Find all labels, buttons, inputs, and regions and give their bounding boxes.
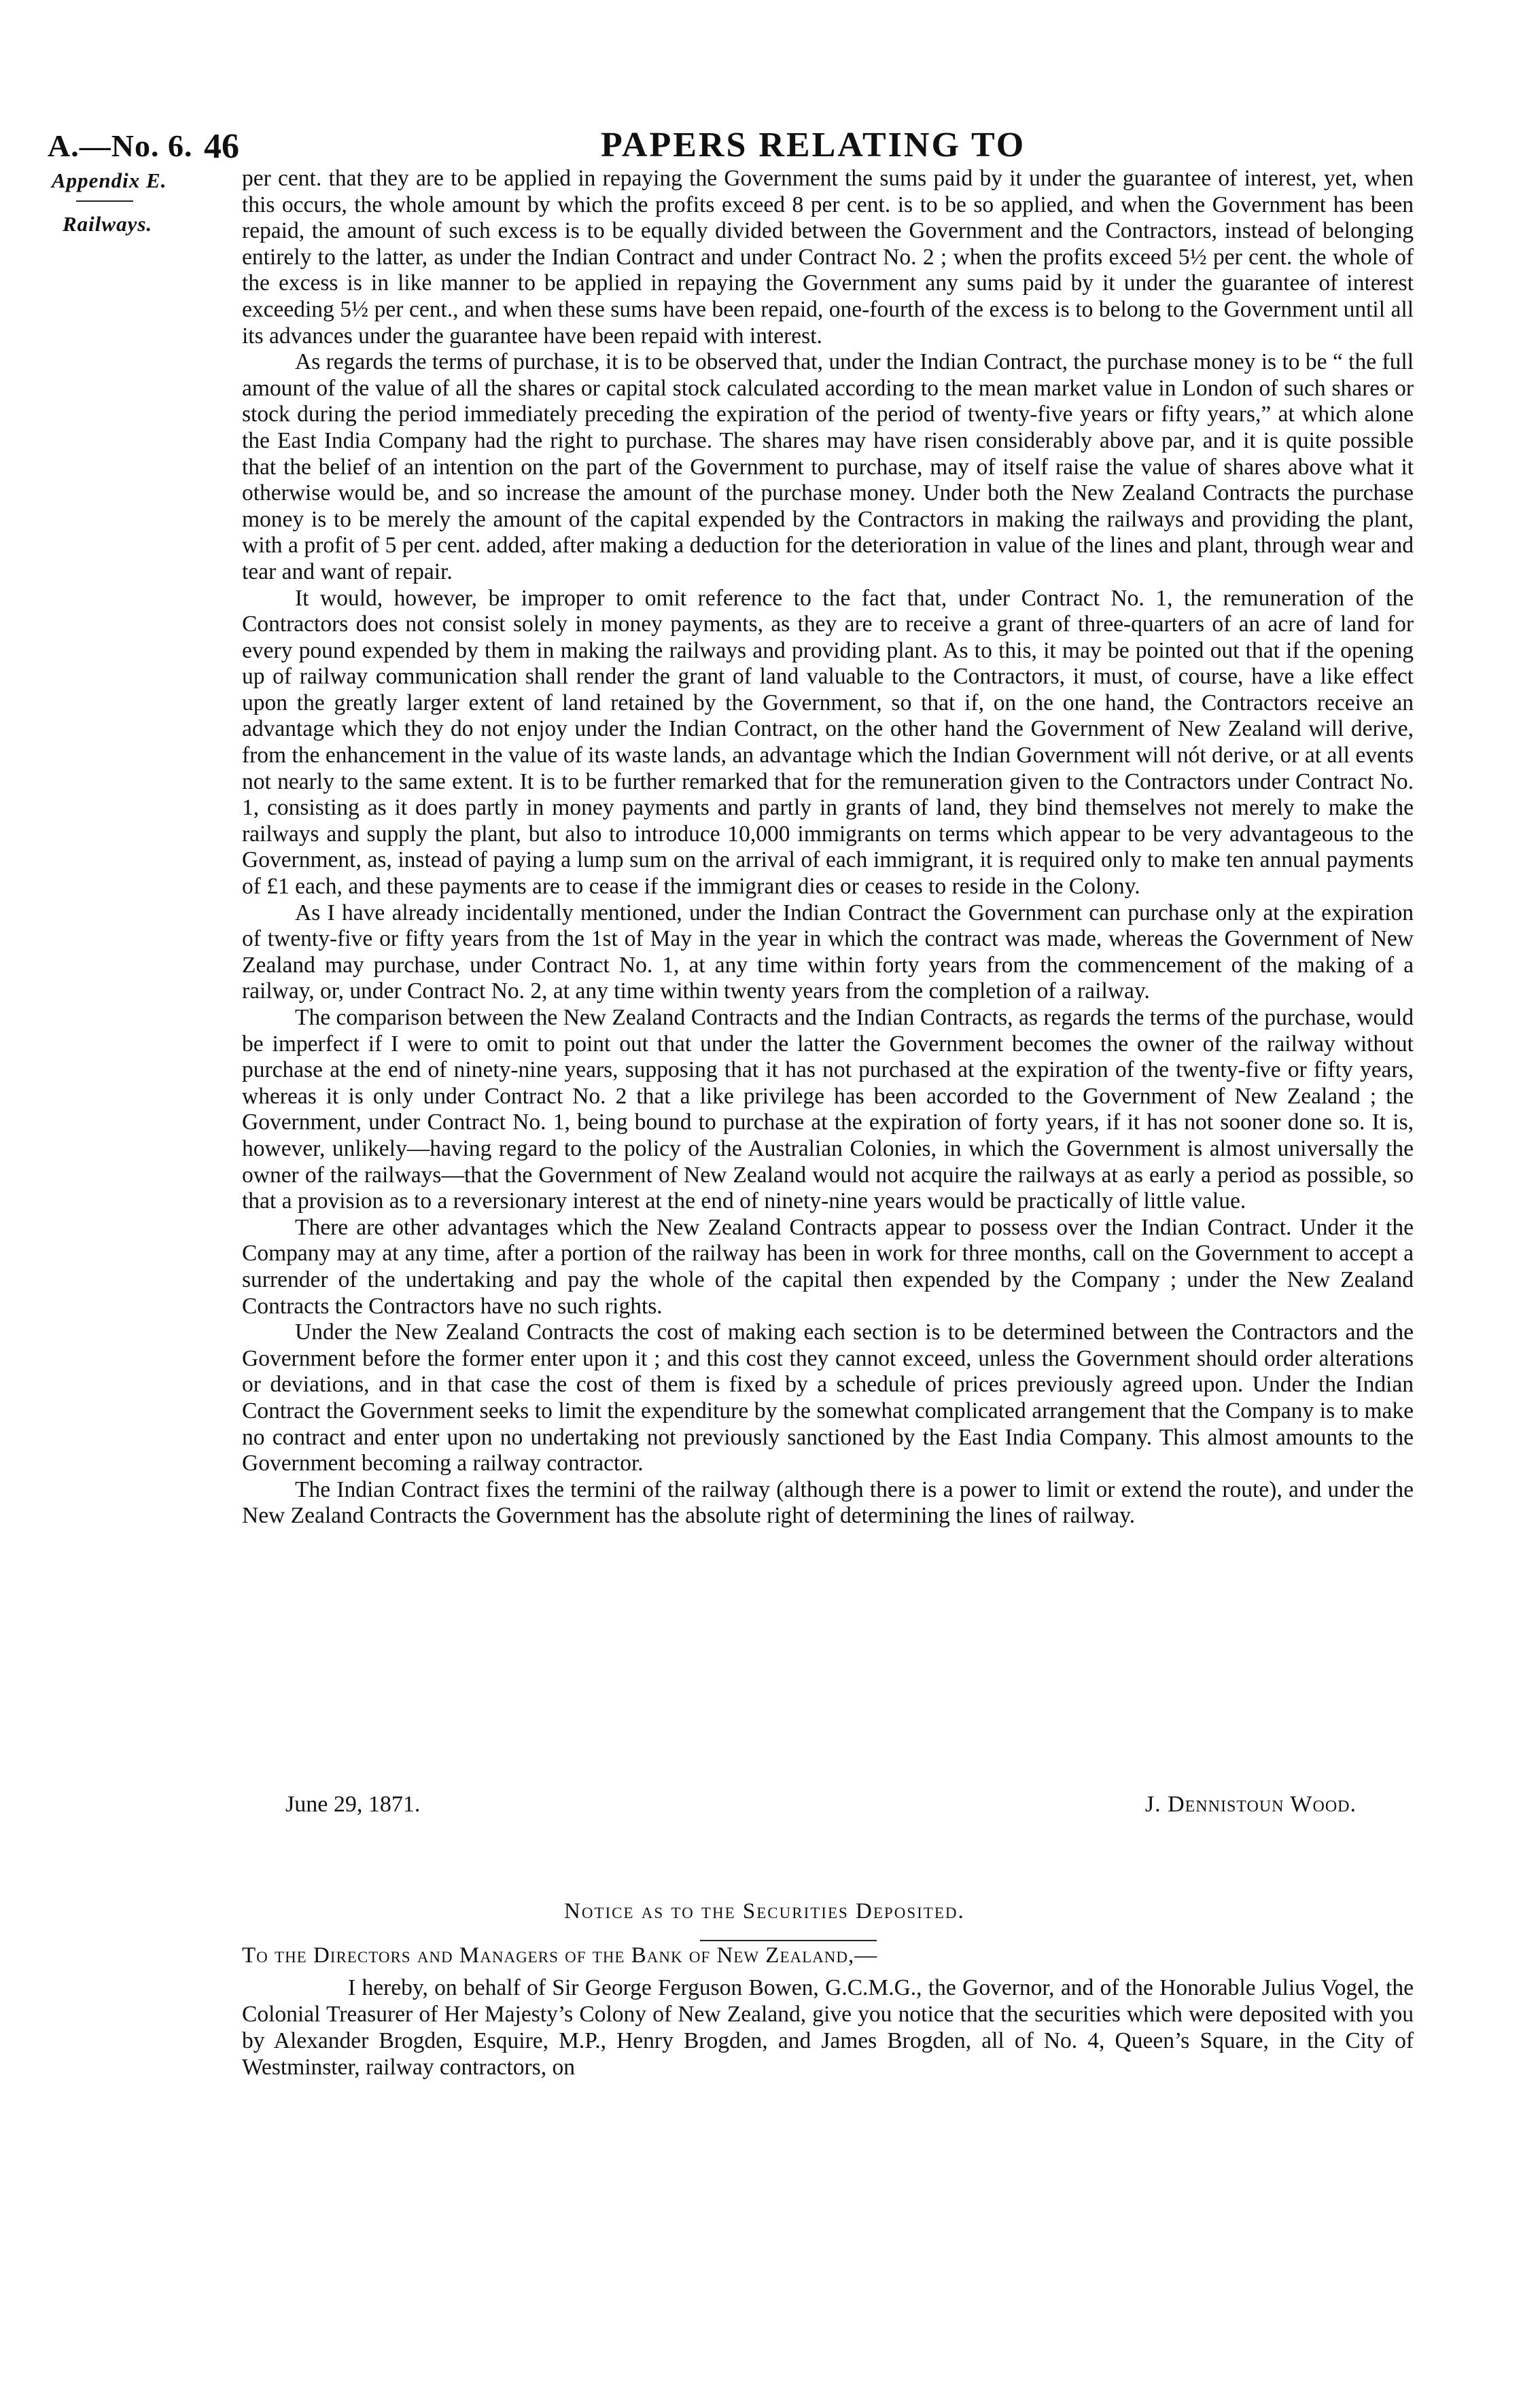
paragraph: As I have already incidentally mentioned, under the Indian Contract the Government can purchase only at the expiration of twenty-five or fifty years from the 1st of May in the year in which the contract was made, whereas the Government of New Zealand may purchase, under Contract No. 1, at any time within forty years from the commencement of the making of a railway, or, under Contract No. 2, at any time within twenty years from the completion of a railway. (242, 900, 1414, 1004)
paragraph: per cent. that they are to be applied in repaying the Government the sums paid by it under the guarantee of interest, yet, when this occurs, the whole amount by which the profits exceed 8 per cent. is to be so applied, and when the Government has been repaid, the amount of such excess is to be equally divided between the Government and the Contractors, instead of belonging entirely to the latter, as under the Indian Contract and under Contract No. 2 ; when the profits exceed 5½ per cent. the whole of the excess is in like manner to be applied in repaying the Government any sums paid by it under the guarantee of interest exceeding 5½ per cent., and when these sums have been repaid, one-fourth of the excess is to belong to the Government until all its advances under the guarantee have been repaid with interest. (242, 166, 1414, 349)
running-title: PAPERS RELATING TO (601, 126, 1026, 164)
page-number: 46 (204, 127, 239, 166)
sidenote-subject: Railways. (63, 212, 153, 236)
paragraph: There are other advantages which the New Zealand Contracts appear to possess over the Indian Contract. Under it the Company may at any time, after a portion of the railway has been in work for three months, call on the Government to accept a surrender of the undertaking and pay the whole of the capital then expended by the Company ; under the New Zealand Contracts the Contractors have no such rights. (242, 1214, 1414, 1319)
notice-divider (700, 1940, 877, 1941)
sidenote-appendix: Appendix E. (52, 169, 167, 192)
paragraph: Under the New Zealand Contracts the cost of making each section is to be determined between the Contractors and the Government before the former enter upon it ; and this cost they cannot exceed, unless the Government should order alterations or deviations, and in that case the cost of them is fixed by a schedule of prices previously agreed upon. Under the Indian Contract the Government seeks to limit the expenditure by the somewhat complicated arrangement that the Company is to make no contract and enter upon no undertaking not previously sanctioned by the East India Company. This almost amounts to the Government becoming a railway contractor. (242, 1320, 1414, 1476)
body-text (242, 166, 1414, 1529)
paragraph: The Indian Contract fixes the termini of the railway (although there is a power to limit or extend the route), and under the New Zealand Contracts the Government has the absolute right of determining the lines of railway. (242, 1476, 1414, 1529)
signature-date: June 29, 1871. (285, 1792, 421, 1817)
paragraph: As regards the terms of purchase, it is to be observed that, under the Indian Contract, the purchase money is to be “ the full amount of the value of all the shares or capital stock calculated according to the mean market value in London of such shares or stock during the period immediately preceding the expiration of the period of twenty-five years or fifty years,” at which alone the East India Company had the right to purchase. The shares may have risen considerably above par, and it is quite possible that the belief of an intention on the part of the Government to purchase, may of itself raise the value of shares above what it otherwise would be, and so increase the amount of the purchase money. Under both the New Zealand Contracts the purchase money is to be merely the amount of the capital expended by the Contractors in making the railways and providing the plant, with a profit of 5 per cent. added, after making a deduction for the deterioration in value of the lines and plant, through wear and tear and want of repair. (242, 349, 1414, 584)
signature-name: J. Dennistoun Wood. (1144, 1792, 1357, 1817)
notice-addressee: To the Directors and Managers of the Bank of New Zealand,— (242, 1943, 878, 1968)
paragraph: The comparison between the New Zealand Contracts and the Indian Contracts, as regards the terms of the purchase, would be imperfect if I were to omit to point out that under the latter the Government becomes the owner of the railway without purchase at the end of ninety-nine years, supposing that it has not purchased at the expiration of the twenty-five or fifty years, whereas it is only under Contract No. 2 that a like privilege has been accorded to the Government of New Zealand ; the Government, under Contract No. 1, being bound to purchase at the expiration of forty years, if it has not sooner done so. It is, however, unlikely—having regard to the policy of the Australian Colonies, in which the Government is almost universally the owner of the railways—that the Government of New Zealand would not acquire the railways at as early a period as possible, so that a provision as to a reversionary interest at the end of ninety-nine years would be practically of little value. (242, 1005, 1414, 1214)
header-reference: A.—No. 6. (48, 128, 193, 163)
notice-heading: Notice as to the Securities Deposited. (564, 1899, 965, 1924)
sidenote-divider (76, 200, 133, 202)
notice-body (242, 1975, 1414, 2081)
paragraph: I hereby, on behalf of Sir George Ferguson Bowen, G.C.M.G., the Governor, and of the Honorable Julius Vogel, the Colonial Treasurer of Her Majesty’s Colony of New Zealand, give you notice that the securities which were deposited with you by Alexander Brogden, Esquire, M.P., Henry Brogden, and James Brogden, all of No. 4, Queen’s Square, in the City of Westminster, railway contractors, on (242, 1975, 1414, 2080)
paragraph: It would, however, be improper to omit reference to the fact that, under Contract No. 1, the remuneration of the Contractors does not consist solely in money payments, as they are to receive a grant of three-quarters of an acre of land for every pound expended by them in making the railways and providing plant. As to this, it may be pointed out that if the opening up of railway communication shall render the grant of land valuable to the Contractors, it must, of course, have a like effect upon the greatly larger extent of land retained by the Government, so that if, on the one hand, the Contractors receive an advantage which they do not enjoy under the Indian Contract, on the other hand the Government of New Zealand will derive, from the enhancement in the value of its waste lands, an advantage which the Indian Government will nót derive, or at all events not nearly to the same extent. It is to be further remarked that for the remuneration given to the Contractors under Contract No. 1, consisting as it does partly in money payments and partly in grants of land, they bind themselves not merely to make the railways and supply the plant, but also to introduce 10,000 immigrants on terms which appear to be very advantageous to the Government, as, instead of paying a lump sum on the arrival of each immigrant, it is required only to make ten annual payments of £1 each, and these payments are to cease if the immigrant dies or ceases to reside in the Colony. (242, 585, 1414, 900)
